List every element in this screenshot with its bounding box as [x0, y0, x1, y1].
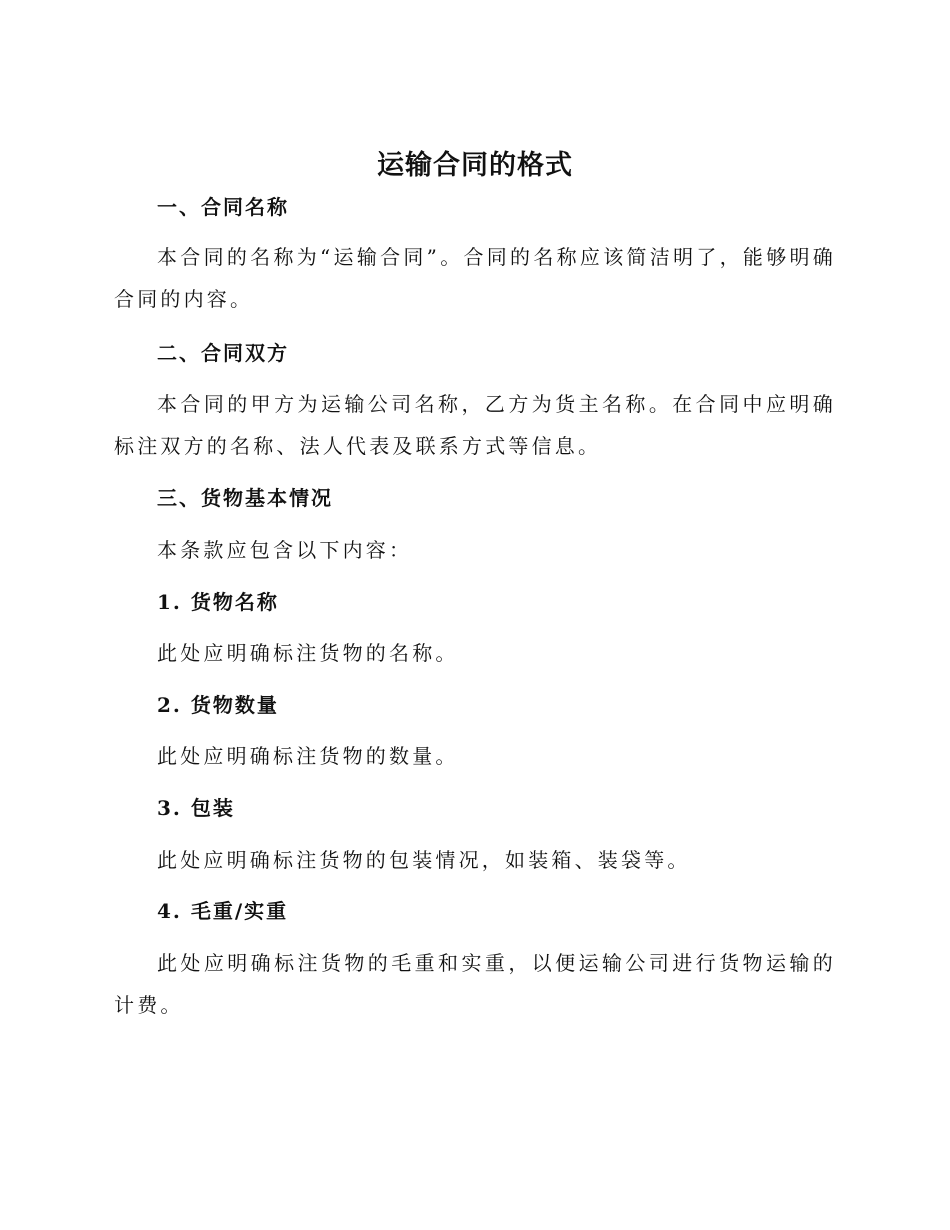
- item-heading-weight: 4. 毛重/实重: [157, 899, 289, 923]
- item-heading-packaging: 3. 包装: [157, 796, 235, 820]
- section-body-goods-info: 本条款应包含以下内容：: [157, 538, 413, 562]
- section-body-contract-name: 本合同的名称为“运输合同”。合同的名称应该简洁明了，能够明确合同的内容。: [114, 245, 836, 311]
- item-body-goods-quantity: 此处应明确标注货物的数量。: [157, 744, 459, 768]
- section-body-parties: 本合同的甲方为运输公司名称，乙方为货主名称。在合同中应明确标注双方的名称、法人代表及联系方式等信息。: [114, 392, 836, 458]
- section-heading-contract-name: 一、合同名称: [157, 195, 289, 219]
- document-title: 运输合同的格式: [377, 150, 573, 181]
- item-body-goods-name: 此处应明确标注货物的名称。: [157, 641, 459, 665]
- section-heading-parties: 二、合同双方: [157, 341, 289, 365]
- section-heading-goods-info: 三、货物基本情况: [157, 486, 333, 510]
- item-heading-goods-quantity: 2. 货物数量: [157, 693, 279, 717]
- item-body-weight: 此处应明确标注货物的毛重和实重，以便运输公司进行货物运输的计费。: [114, 951, 836, 1017]
- item-body-packaging: 此处应明确标注货物的包装情况，如装箱、装袋等。: [157, 848, 691, 872]
- item-heading-goods-name: 1. 货物名称: [157, 590, 279, 614]
